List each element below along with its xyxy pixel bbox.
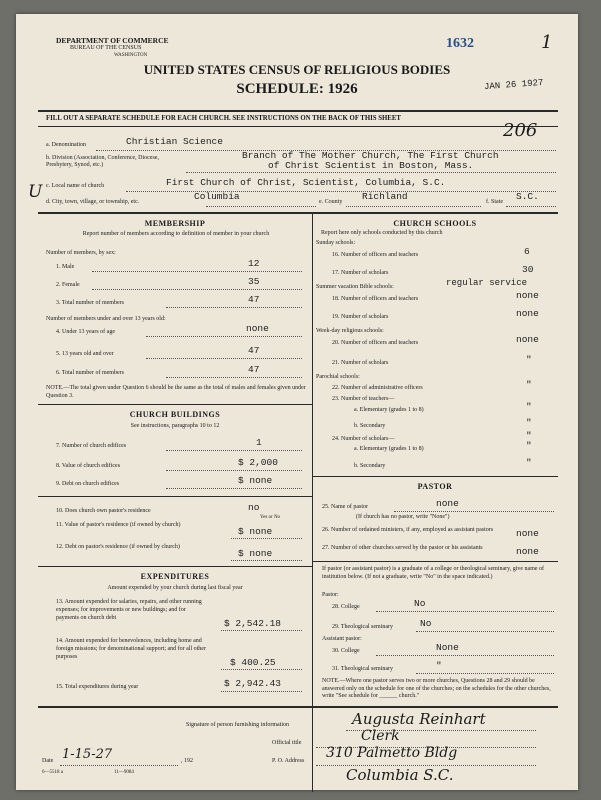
stamp-number: 1632 [446,36,474,51]
benevolences-value: $ 400.25 [230,657,276,668]
city-label-d: d. City, town, village, or township, etc. [46,199,140,205]
owns-residence-label: 10. Does church own pastor's residence [56,508,151,514]
residence-debt-value: $ none [238,548,273,559]
state-value: S.C. [516,191,539,202]
form-code: 6—5518 a [42,770,63,775]
residence-debt-label: 12. Debt on pastor's residence (if owned by church) [56,544,180,550]
summer-typed-note: regular service [446,278,528,288]
official-title-label: Official title [272,740,302,746]
teachers-secondary-value: " [526,417,532,428]
graduate-note: If pastor (or assistant pastor) is a graduate of a college or theological seminary, give name of institution below. (If not a graduate, write "No" in the space indicated.) [322,566,545,580]
denomination-label: a. Denomination [46,142,86,148]
edifice-debt-label: 9. Debt on church edifices [56,481,120,487]
address-line-1: 310 Palmetto Bldg [326,745,458,761]
membership-heading: MEMBERSHIP [144,219,206,228]
city-value: Columbia [194,191,240,202]
pastor-seminary-label: 29. Theological seminary [332,624,394,630]
other-churches-value: none [516,546,539,557]
running-expenses-label: 13. Amount expended for salaries, repairs, and other running expenses; for improvements or new buildings; and for payments on church debt [56,599,202,621]
weekday-scholars-label: 21. Number of scholars [332,360,389,366]
edifice-value-label: 8. Value of church edifices [56,463,121,469]
total-members-label: 3. Total number of members [56,300,124,306]
membership-note: NOTE.—The total given under Question 6 should be the same as the total of males and females given under Question 3. [46,385,306,399]
division-value-2: of Christ Scientist in Boston, Mass. [268,160,474,171]
pastor-subheading: Pastor: [322,592,339,598]
signature-value: Augusta Reinhart [352,710,486,728]
sunday-scholars-label: 17. Number of scholars [332,270,389,276]
sunday-scholars-value: 30 [522,264,534,275]
parochial-admin-label: 22. Number of administrative officers [332,385,423,391]
summer-officers-label: 18. Number of officers and teachers [332,296,419,302]
female-label: 2. Female [56,282,80,288]
sunday-label: Sunday schools: [316,240,356,246]
division-value-1: Branch of The Mother Church, The First Church [242,150,499,161]
parochial-scholars-value: " [526,430,532,441]
weekday-officers-value: none [516,334,539,345]
edifices-value: 1 [256,437,262,448]
pastor-name-note: (If church has no pastor, write "None") [356,514,450,520]
address-line-2: Columbia S.C. [346,766,454,784]
church-name-value: First Church of Christ, Scientist, Columbia, S.C. [166,177,446,188]
assistant-college-value: None [436,642,459,653]
total-age-value: 47 [248,364,260,375]
female-value: 35 [248,276,260,287]
teachers-elementary-label: a. Elementary (grades 1 to 8) [354,407,424,413]
date-value: 1-15-27 [62,747,113,762]
date-stamp: JAN 26 1927 [483,77,544,93]
parochial-admin-value: " [526,379,532,390]
pastor-college-value: No [414,598,426,609]
total-age-label: 6. Total number of members [56,370,124,376]
total-expenditures-label: 15. Total expenditures during year [56,684,139,690]
county-value: Richland [362,191,408,202]
schools-intro: Report here only schools conducted by this church [321,230,443,236]
owns-residence-value: no [248,502,260,513]
church-name-label: c. Local name of church [46,183,105,189]
scholars-secondary-label: b. Secondary [354,463,386,469]
signature-label: Signature of person furnishing information [186,722,289,728]
summer-officers-value: none [516,290,539,301]
edifices-label: 7. Number of church edifices [56,443,127,449]
by-sex-label: Number of members, by sex: [46,250,116,256]
yes-no-hint: Yes or No [260,515,281,520]
weekday-scholars-value: " [526,354,532,365]
summer-scholars-label: 19. Number of scholars [332,314,389,320]
state-label: f. State [486,199,503,205]
parochial-label: Parochial schools: [316,374,360,380]
county-label: e. County [319,199,343,205]
weekday-label: Week-day religious schools: [316,328,384,334]
age-intro-label: Number of members under and over 13 years old: [46,316,166,322]
denomination-value: Christian Science [126,136,223,147]
scholars-elementary-value: " [526,440,532,451]
sunday-officers-label: 16. Number of officers and teachers [332,252,419,258]
department-label: DEPARTMENT OF COMMERCE [56,36,169,45]
benevolences-label: 14. Amount expended for benevolences, including home and foreign missions; for denominational support; and for all other purposes [56,638,206,660]
membership-intro: Report number of members according to definition of member in your church [82,231,270,237]
pastor-name-value: none [436,498,459,509]
city-label: WASHINGTON [114,53,148,58]
date-label: Date [42,758,54,764]
official-title-value: Clerk [361,728,400,744]
red-corner-mark: 1 [541,32,553,53]
edifice-debt-value: $ none [238,475,273,486]
parochial-teachers-label: 23. Number of teachers— [332,396,395,402]
schools-heading: CHURCH SCHOOLS [393,219,477,228]
under13-value: none [246,323,269,334]
expenditures-heading: EXPENDITURES [140,572,210,581]
male-value: 12 [248,258,260,269]
red-number: 206 [503,120,538,141]
instruction-line: FILL OUT A SEPARATE SCHEDULE FOR EACH CHURCH. SEE INSTRUCTIONS ON THE BACK OF THIS SHEET [46,115,401,122]
summer-label: Summer vacation Bible schools: [316,284,394,290]
pastor-seminary-value: No [420,618,432,629]
residence-value-label: 11. Value of pastor's residence (if owned by church) [56,522,181,528]
form-title: UNITED STATES CENSUS OF RELIGIOUS BODIES [143,62,451,77]
pastor-heading: PASTOR [417,482,453,491]
schedule-title: SCHEDULE: 1926 [236,81,358,97]
bureau-label: BUREAU OF THE CENSUS [70,45,142,51]
summer-scholars-value: none [516,308,539,319]
buildings-heading: CHURCH BUILDINGS [129,410,221,419]
teachers-secondary-label: b. Secondary [354,423,386,429]
form-code-2: 11—9084 [114,770,134,775]
buildings-intro: See instructions, paragraphs 10 to 12 [130,423,220,429]
under13-label: 4. Under 13 years of age [56,329,115,335]
assistant-seminary-label: 31. Theological seminary [332,666,394,672]
date-year-suffix: , 192 [181,758,193,764]
total-expenditures-value: $ 2,942.43 [224,678,282,689]
edifice-value-amount: $ 2,000 [238,457,278,468]
division-label: b. Division (Association, Conference, Diocese, Presbytery, Synod, etc.) [46,155,159,168]
assistant-pastors-value: none [516,528,539,539]
scholars-secondary-value: " [526,457,532,468]
pastor-note: NOTE.—Where one pastor serves two or more churches, Questions 28 and 29 should be answered only on the schedule for one of the churches; on the schedules for the other churches, write "See schedule for ______ church." [322,678,551,699]
other-churches-label: 27. Number of other churches served by the pastor or his assistants [322,545,483,551]
pastor-name-label: 25. Name of pastor [322,504,368,510]
weekday-officers-label: 20. Number of officers and teachers [332,340,419,346]
running-expenses-value: $ 2,542.18 [224,618,282,629]
parochial-scholars-label: 24. Number of scholars— [332,436,395,442]
expenditures-intro: Amount expended by your church during last fiscal year [107,585,243,591]
red-margin-mark: U [28,182,43,202]
teachers-elementary-value: " [526,401,532,412]
assistant-pastors-label: 26. Number of ordained ministers, if any, employed as assistant pastors [322,527,494,533]
total-members-value: 47 [248,294,260,305]
scholars-elementary-label: a. Elementary (grades 1 to 8) [354,446,424,452]
male-label: 1. Male [56,264,75,270]
residence-value-amount: $ none [238,526,273,537]
assistant-college-label: 30. College [332,648,360,654]
census-form [16,14,578,790]
over13-label: 5. 13 years old and over [56,351,114,357]
assistant-seminary-value: " [436,660,442,671]
pastor-college-label: 28. College [332,604,360,610]
address-label: P. O. Address [272,758,305,764]
sunday-officers-value: 6 [524,246,530,257]
assistant-subheading: Assistant pastor: [322,636,362,642]
over13-value: 47 [248,345,260,356]
